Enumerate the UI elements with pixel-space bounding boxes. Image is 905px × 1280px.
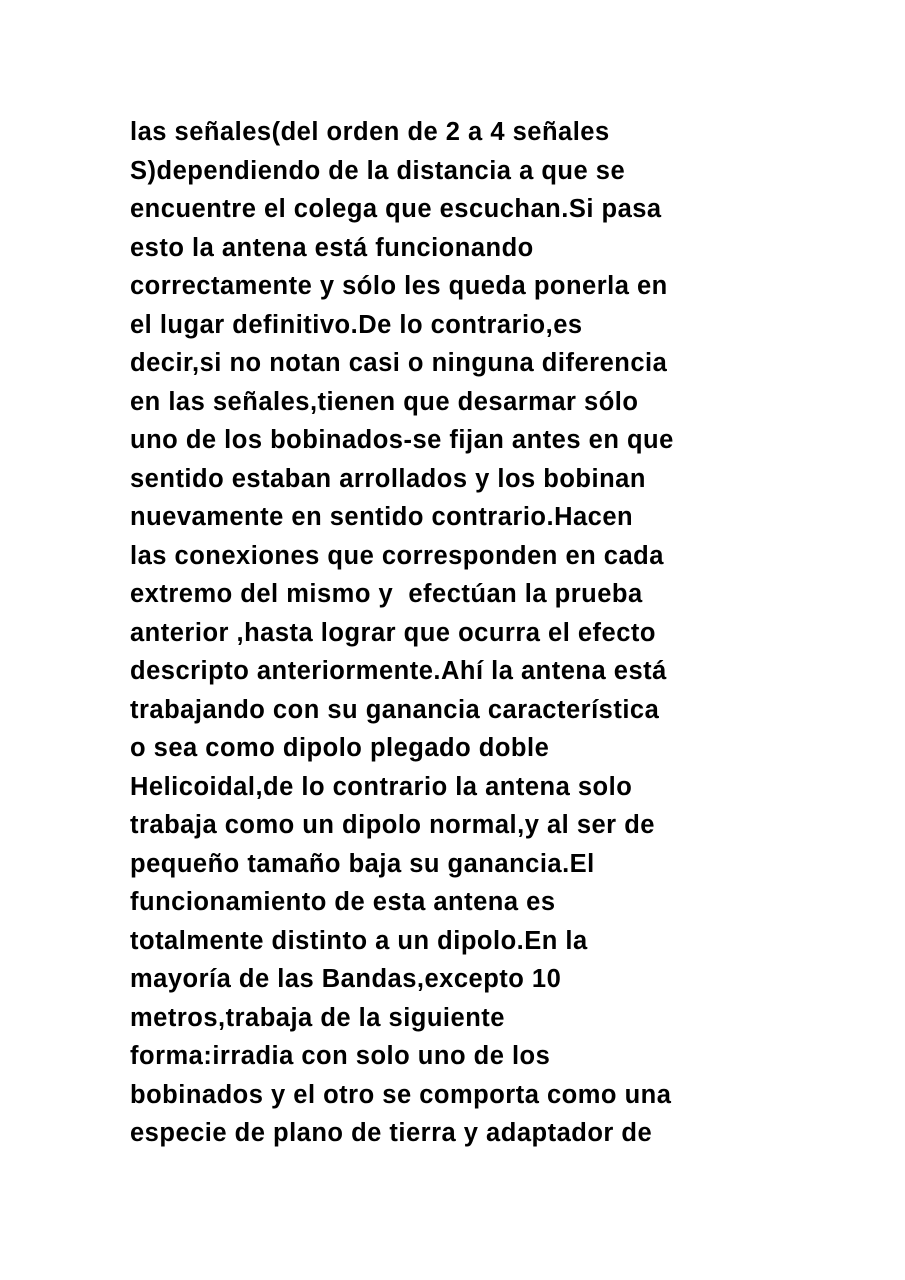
text-line: trabajando con su ganancia característica — [130, 695, 660, 724]
text-line: pequeño tamaño baja su ganancia.El — [130, 849, 595, 878]
text-line: especie de plano de tierra y adaptador de — [130, 1119, 653, 1147]
text-line: funcionamiento de esta antena es — [130, 888, 556, 916]
text-line: bobinados y el otro se comporta como una — [130, 1080, 672, 1109]
text-line: en las señales,tienen que desarmar sólo — [130, 387, 639, 416]
text-line: o sea como dipolo plegado doble — [130, 734, 550, 762]
text-line: anterior ,hasta lograr que ocurra el efecto — [130, 618, 656, 647]
text-line: las señales(del orden de 2 a 4 señales — [130, 118, 610, 146]
text-line: mayoría de las Bandas,excepto 10 — [130, 965, 562, 993]
text-line: correctamente y sólo les queda ponerla en — [130, 272, 668, 300]
text-line: Helicoidal,de lo contrario la antena solo — [130, 772, 633, 801]
text-line: totalmente distinto a un dipolo.En la — [130, 926, 588, 955]
text-line: las conexiones que corresponden en cada — [130, 541, 664, 570]
text-line: esto la antena está funcionando — [130, 233, 534, 262]
text-line: decir,si no notan casi o ninguna diferencia — [130, 349, 668, 377]
text-line: uno de los bobinados-se fijan antes en que — [130, 426, 674, 454]
text-line: sentido estaban arrollados y los bobinan — [130, 464, 646, 493]
text-line: descripto anteriormente.Ahí la antena está — [130, 657, 667, 685]
text-line: nuevamente en sentido contrario.Hacen — [130, 503, 634, 531]
body-text — [130, 113, 674, 1153]
text-line: extremo del mismo y efectúan la prueba — [130, 580, 643, 608]
text-line: forma:irradia con solo uno de los — [130, 1042, 551, 1070]
text-line: S)dependiendo de la distancia a que se — [130, 156, 626, 185]
text-line: trabaja como un dipolo normal,y al ser de — [130, 811, 655, 839]
text-line: encuentre el colega que escuchan.Si pasa — [130, 195, 662, 223]
text-line: el lugar definitivo.De lo contrario,es — [130, 310, 583, 339]
text-line: metros,trabaja de la siguiente — [130, 1003, 505, 1032]
